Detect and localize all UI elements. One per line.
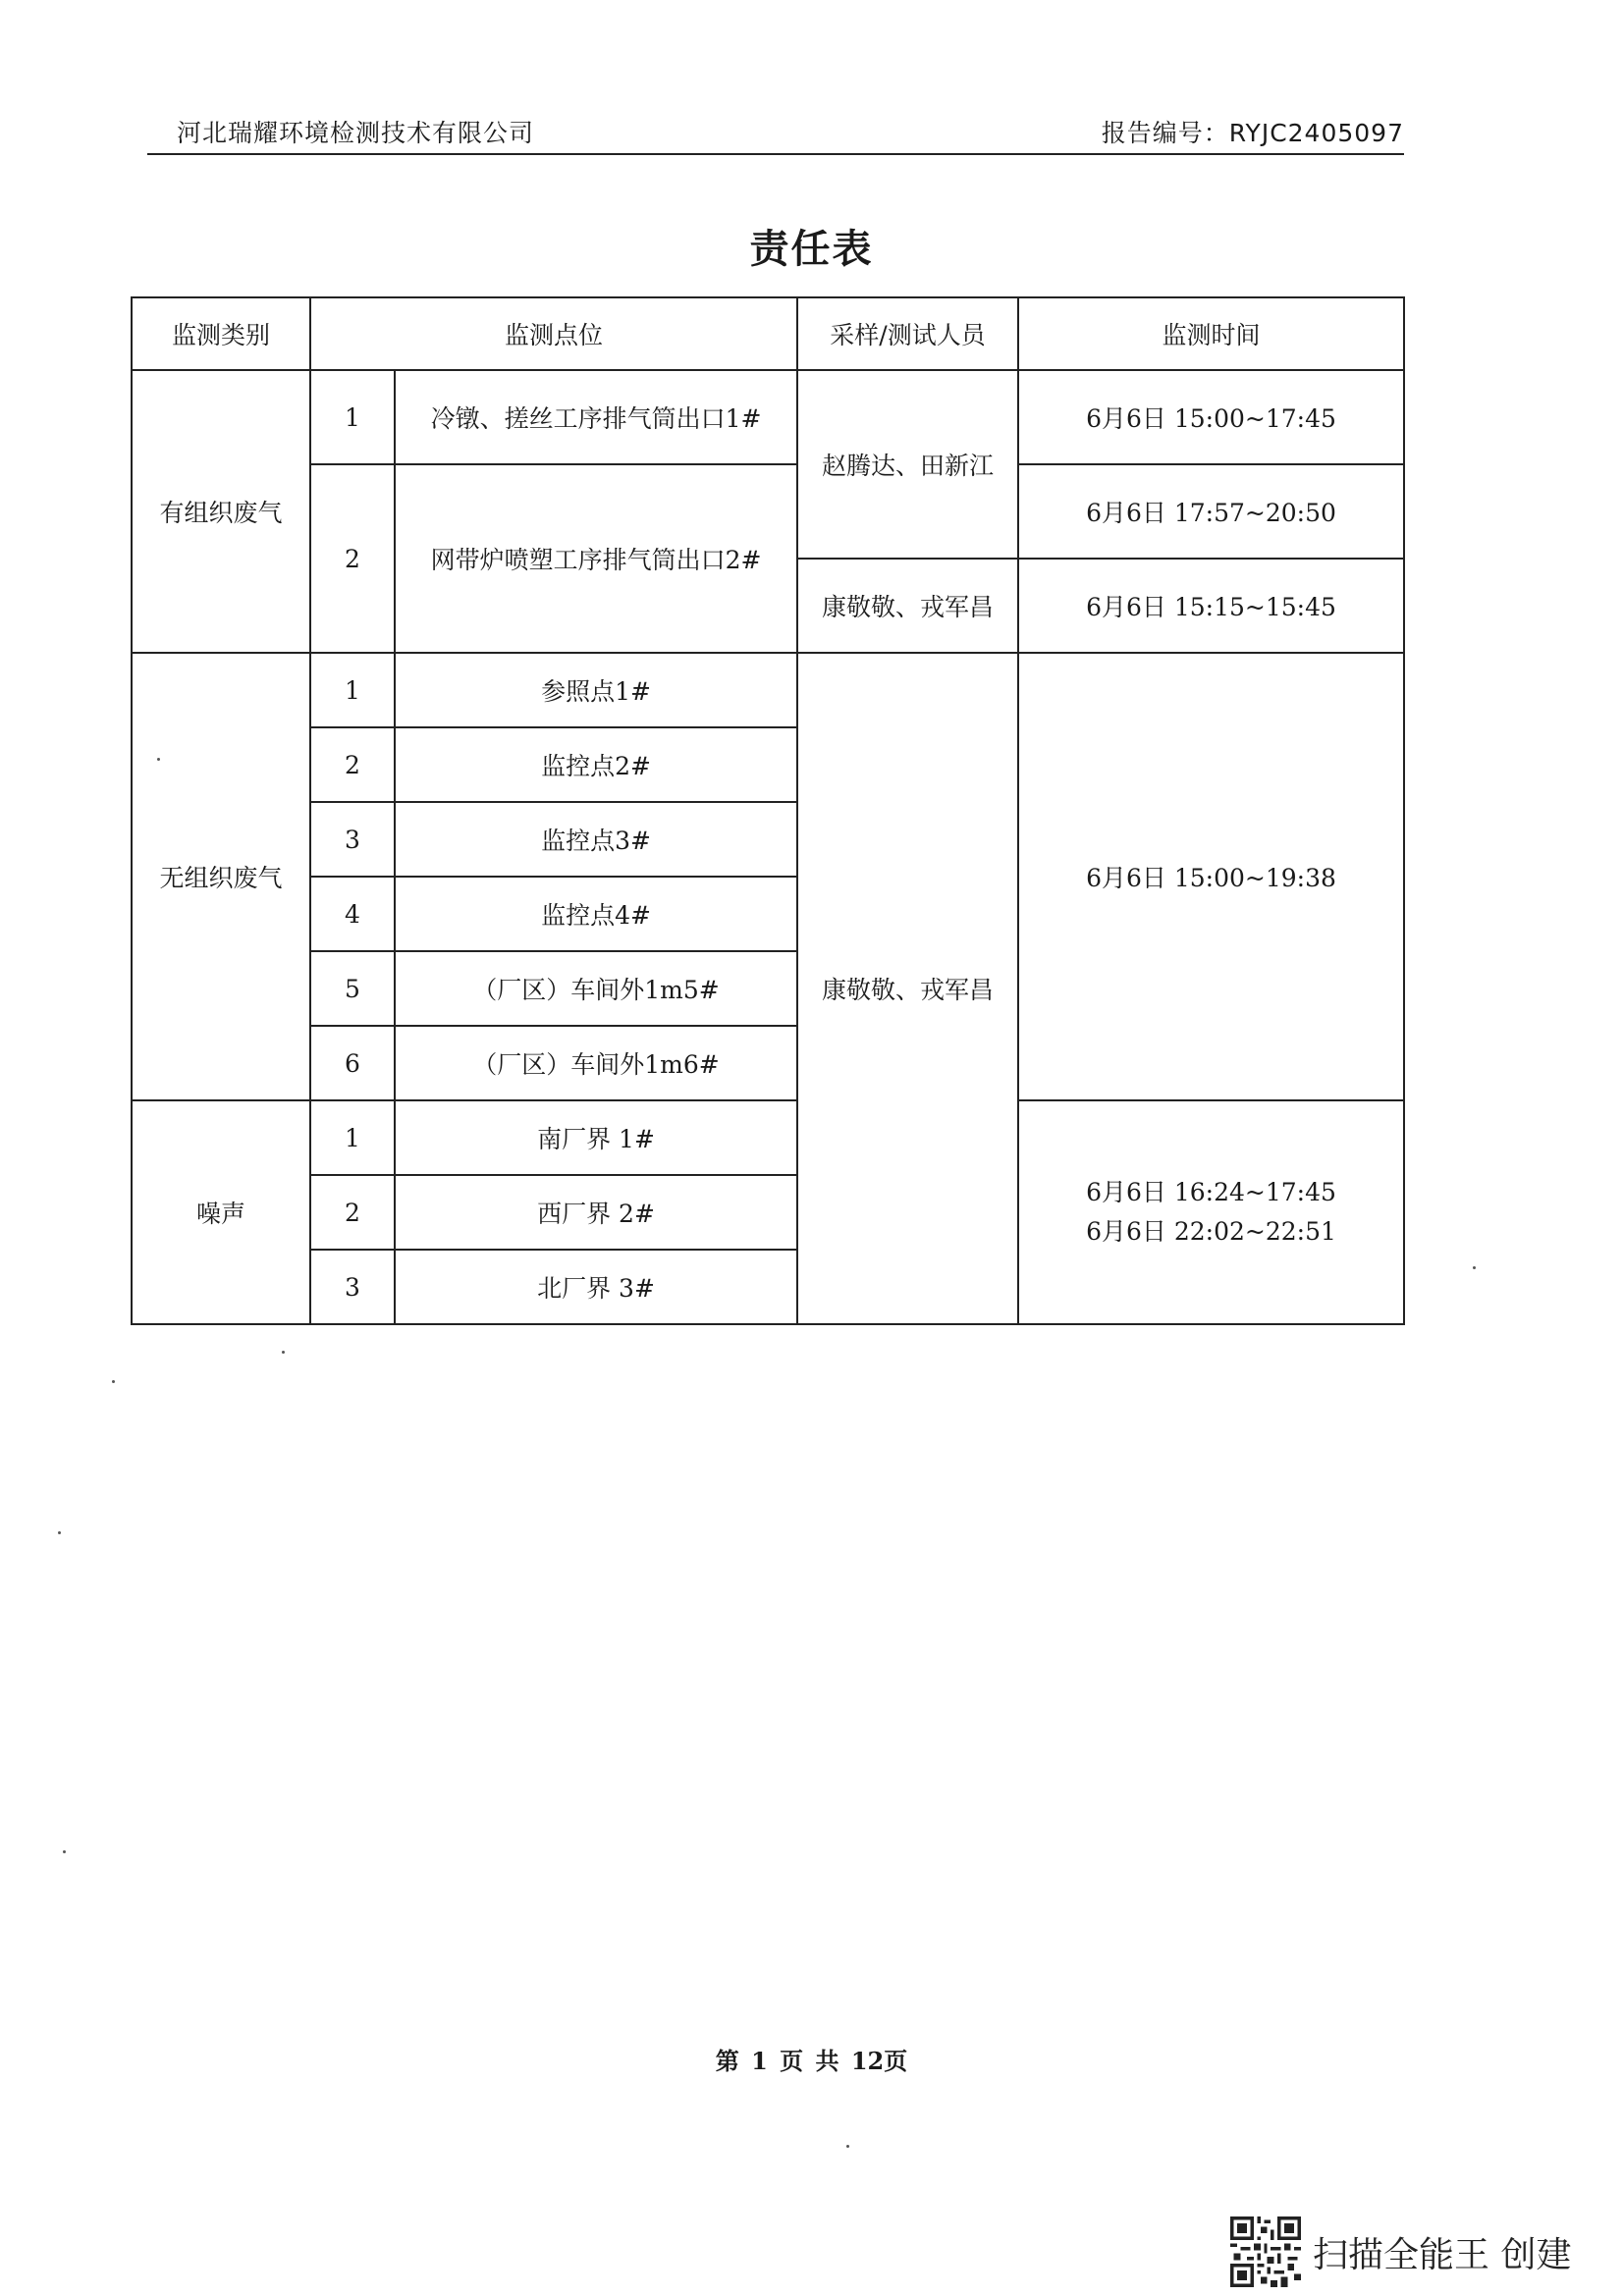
time-cell [1018, 1100, 1404, 1324]
personnel-cell: 康敬敬、戎军昌 [797, 559, 1018, 653]
scan-speck [157, 758, 160, 761]
column-header-personnel: 采样/测试人员 [797, 297, 1018, 370]
point-number-cell: 2 [310, 1175, 395, 1250]
scan-speck [282, 1351, 285, 1354]
qr-code-icon [1230, 2216, 1301, 2287]
point-number-cell: 5 [310, 951, 395, 1026]
point-name-cell: 网带炉喷塑工序排气筒出口2# [395, 464, 797, 653]
category-cell: 有组织废气 [132, 370, 310, 653]
point-number-cell: 1 [310, 1100, 395, 1175]
responsibility-table [131, 296, 1405, 1325]
scan-speck [846, 2145, 849, 2148]
scan-speck [58, 1531, 61, 1534]
point-name-cell: （厂区）车间外1m5# [395, 951, 797, 1026]
time-cell: 6月6日 15:15~15:45 [1018, 559, 1404, 653]
point-number-cell: 1 [310, 370, 395, 464]
time-line: 6月6日 16:24~17:45 [1086, 1178, 1336, 1206]
watermark-text: 扫描全能王 创建 [1313, 2234, 1572, 2275]
table-row [132, 653, 1404, 727]
table-row [132, 370, 1404, 464]
category-cell: 噪声 [132, 1100, 310, 1324]
time-cell: 6月6日 15:00~19:38 [1018, 653, 1404, 1100]
column-header-category: 监测类别 [132, 297, 310, 370]
point-name-cell: 监控点4# [395, 877, 797, 951]
personnel-cell: 赵腾达、田新江 [797, 370, 1018, 559]
point-name-cell: 参照点1# [395, 653, 797, 727]
point-number-cell: 6 [310, 1026, 395, 1100]
scan-speck [1473, 1266, 1476, 1269]
point-number-cell: 3 [310, 802, 395, 877]
report-number: 报告编号：RYJC2405097 [1101, 119, 1404, 147]
scan-speck [112, 1380, 115, 1383]
personnel-cell: 康敬敬、戎军昌 [797, 653, 1018, 1324]
company-name: 河北瑞耀环境检测技术有限公司 [177, 119, 535, 147]
document-title: 责任表 [749, 227, 874, 272]
table-row [132, 464, 1404, 559]
page-header [147, 116, 1404, 155]
point-name-cell: 监控点3# [395, 802, 797, 877]
point-number-cell: 2 [310, 727, 395, 802]
point-number-cell: 4 [310, 877, 395, 951]
table-header-row [132, 297, 1404, 370]
scanner-watermark [1230, 2215, 1571, 2289]
time-cell: 6月6日 17:57~20:50 [1018, 464, 1404, 559]
point-name-cell: （厂区）车间外1m6# [395, 1026, 797, 1100]
point-number-cell: 3 [310, 1250, 395, 1324]
category-cell: 无组织废气 [132, 653, 310, 1100]
point-name-cell: 冷镦、搓丝工序排气筒出口1# [395, 370, 797, 464]
table-row [132, 1100, 1404, 1175]
point-number-cell: 1 [310, 653, 395, 727]
page-footer: 第 1 页 共 12页 [715, 2047, 908, 2075]
scan-speck [63, 1850, 66, 1853]
time-line: 6月6日 22:02~22:51 [1086, 1217, 1336, 1246]
column-header-point: 监测点位 [310, 297, 797, 370]
point-name-cell: 北厂界 3# [395, 1250, 797, 1324]
point-name-cell: 西厂界 2# [395, 1175, 797, 1250]
time-cell: 6月6日 15:00~17:45 [1018, 370, 1404, 464]
point-number-cell: 2 [310, 464, 395, 653]
point-name-cell: 南厂界 1# [395, 1100, 797, 1175]
point-name-cell: 监控点2# [395, 727, 797, 802]
column-header-time: 监测时间 [1018, 297, 1404, 370]
